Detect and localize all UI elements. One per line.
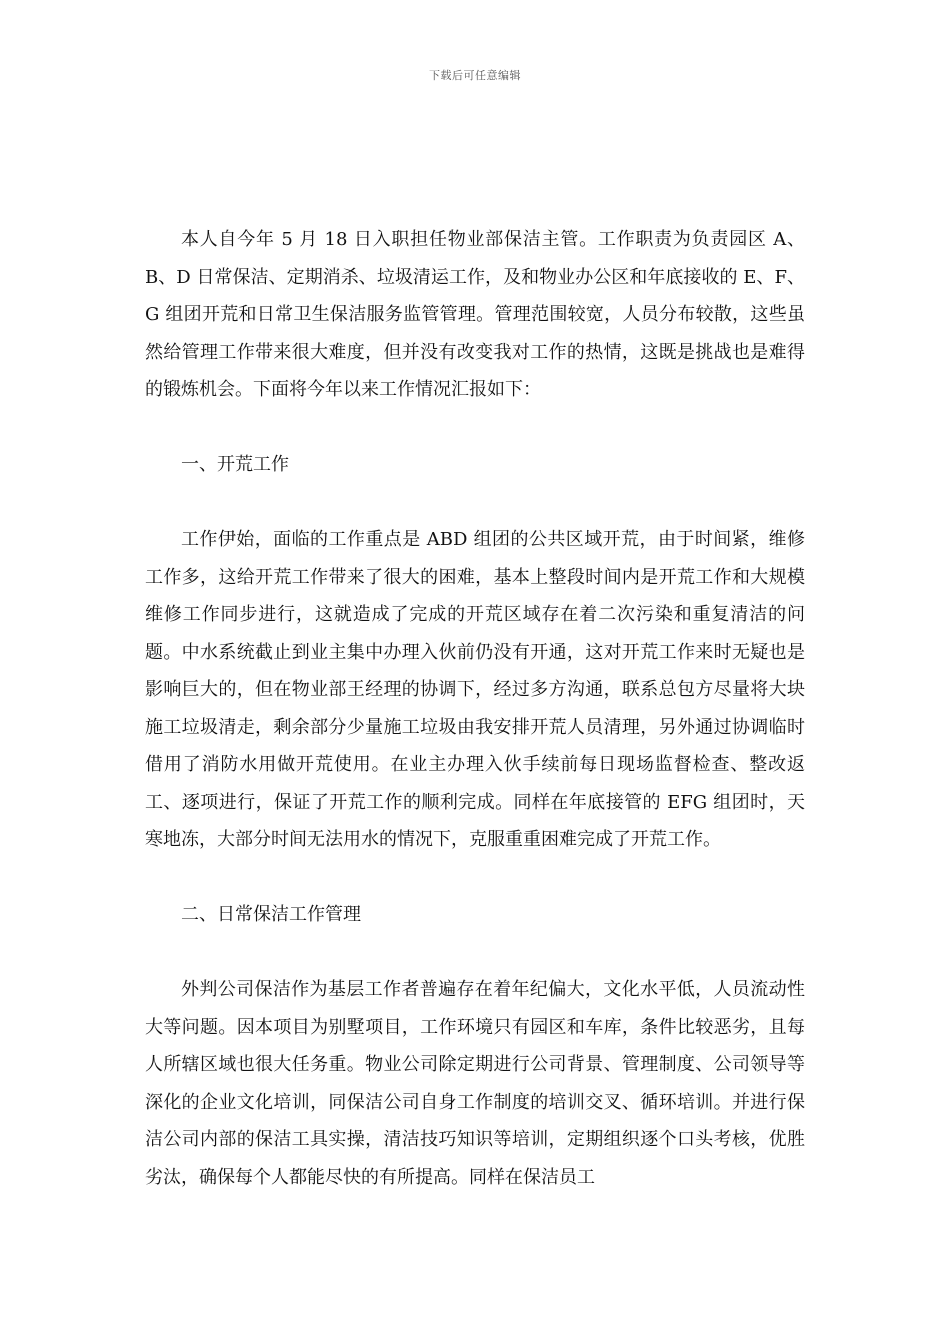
intro-paragraph: 本人自今年 5 月 18 日入职担任物业部保洁主管。工作职责为负责园区 A、B、D 日常保洁、定期消杀、垃圾清运工作，及和物业办公区和年底接收的 E、F、G 组团开荒和日常卫生保洁服务监管管理。管理范围较宽，人员分布较散，这些虽然给管理工作带来很大难度，但并没有改变我对工作的热情，这既是挑战也是难得的锻炼机会。下面将今年以来工作情况汇报如下： [145,229,805,400]
header-note: 下载后可任意编辑 [429,69,521,82]
paragraph-gap [145,484,805,522]
section-1-paragraph: 工作伊始，面临的工作重点是 ABD 组团的公共区域开荒，由于时间紧，维修工作多，这给开荒工作带来了很大的困难，基本上整段时间内是开荒工作和大规模维修工作同步进行，这就造成了完成的开荒区域存在着二次污染和重复清洁的问题。中水系统截止到业主集中办理入伙前仍没有开通，这对开荒工作来时无疑也是影响巨大的，但在物业部王经理的协调下，经过多方沟通，联系总包方尽量将大块施工垃圾清走，剩余部分少量施工垃圾由我安排开荒人员清理，另外通过协调临时借用了消防水用做开荒使用。在业主办理入伙手续前每日现场监督检查、整改返工、逐项进行，保证了开荒工作的顺利完成。同样在年底接管的 EFG 组团时，天寒地冻，大部分时间无法用水的情况下，克服重重困难完成了开荒工作。 [145,529,805,850]
paragraph-gap [145,409,805,447]
section-1-title: 一、开荒工作 [181,454,289,475]
paragraph-gap [145,934,805,972]
section-2-paragraph: 外判公司保洁作为基层工作者普遍存在着年纪偏大，文化水平低，人员流动性大等问题。因本项目为别墅项目，工作环境只有园区和车库，条件比较恶劣，且每人所辖区域也很大任务重。物业公司除定期进行公司背景、管理制度、公司领导等深化的企业文化培训，同保洁公司自身工作制度的培训交叉、循环培训。并进行保洁公司内部的保洁工具实操，清洁技巧知识等培训，定期组织逐个口头考核，优胜劣汰，确保每个人都能尽快的有所提高。同样在保洁员工 [145,979,805,1188]
document-body [145,221,805,1196]
paragraph-gap [145,859,805,897]
section-2-title: 二、日常保洁工作管理 [181,904,361,925]
